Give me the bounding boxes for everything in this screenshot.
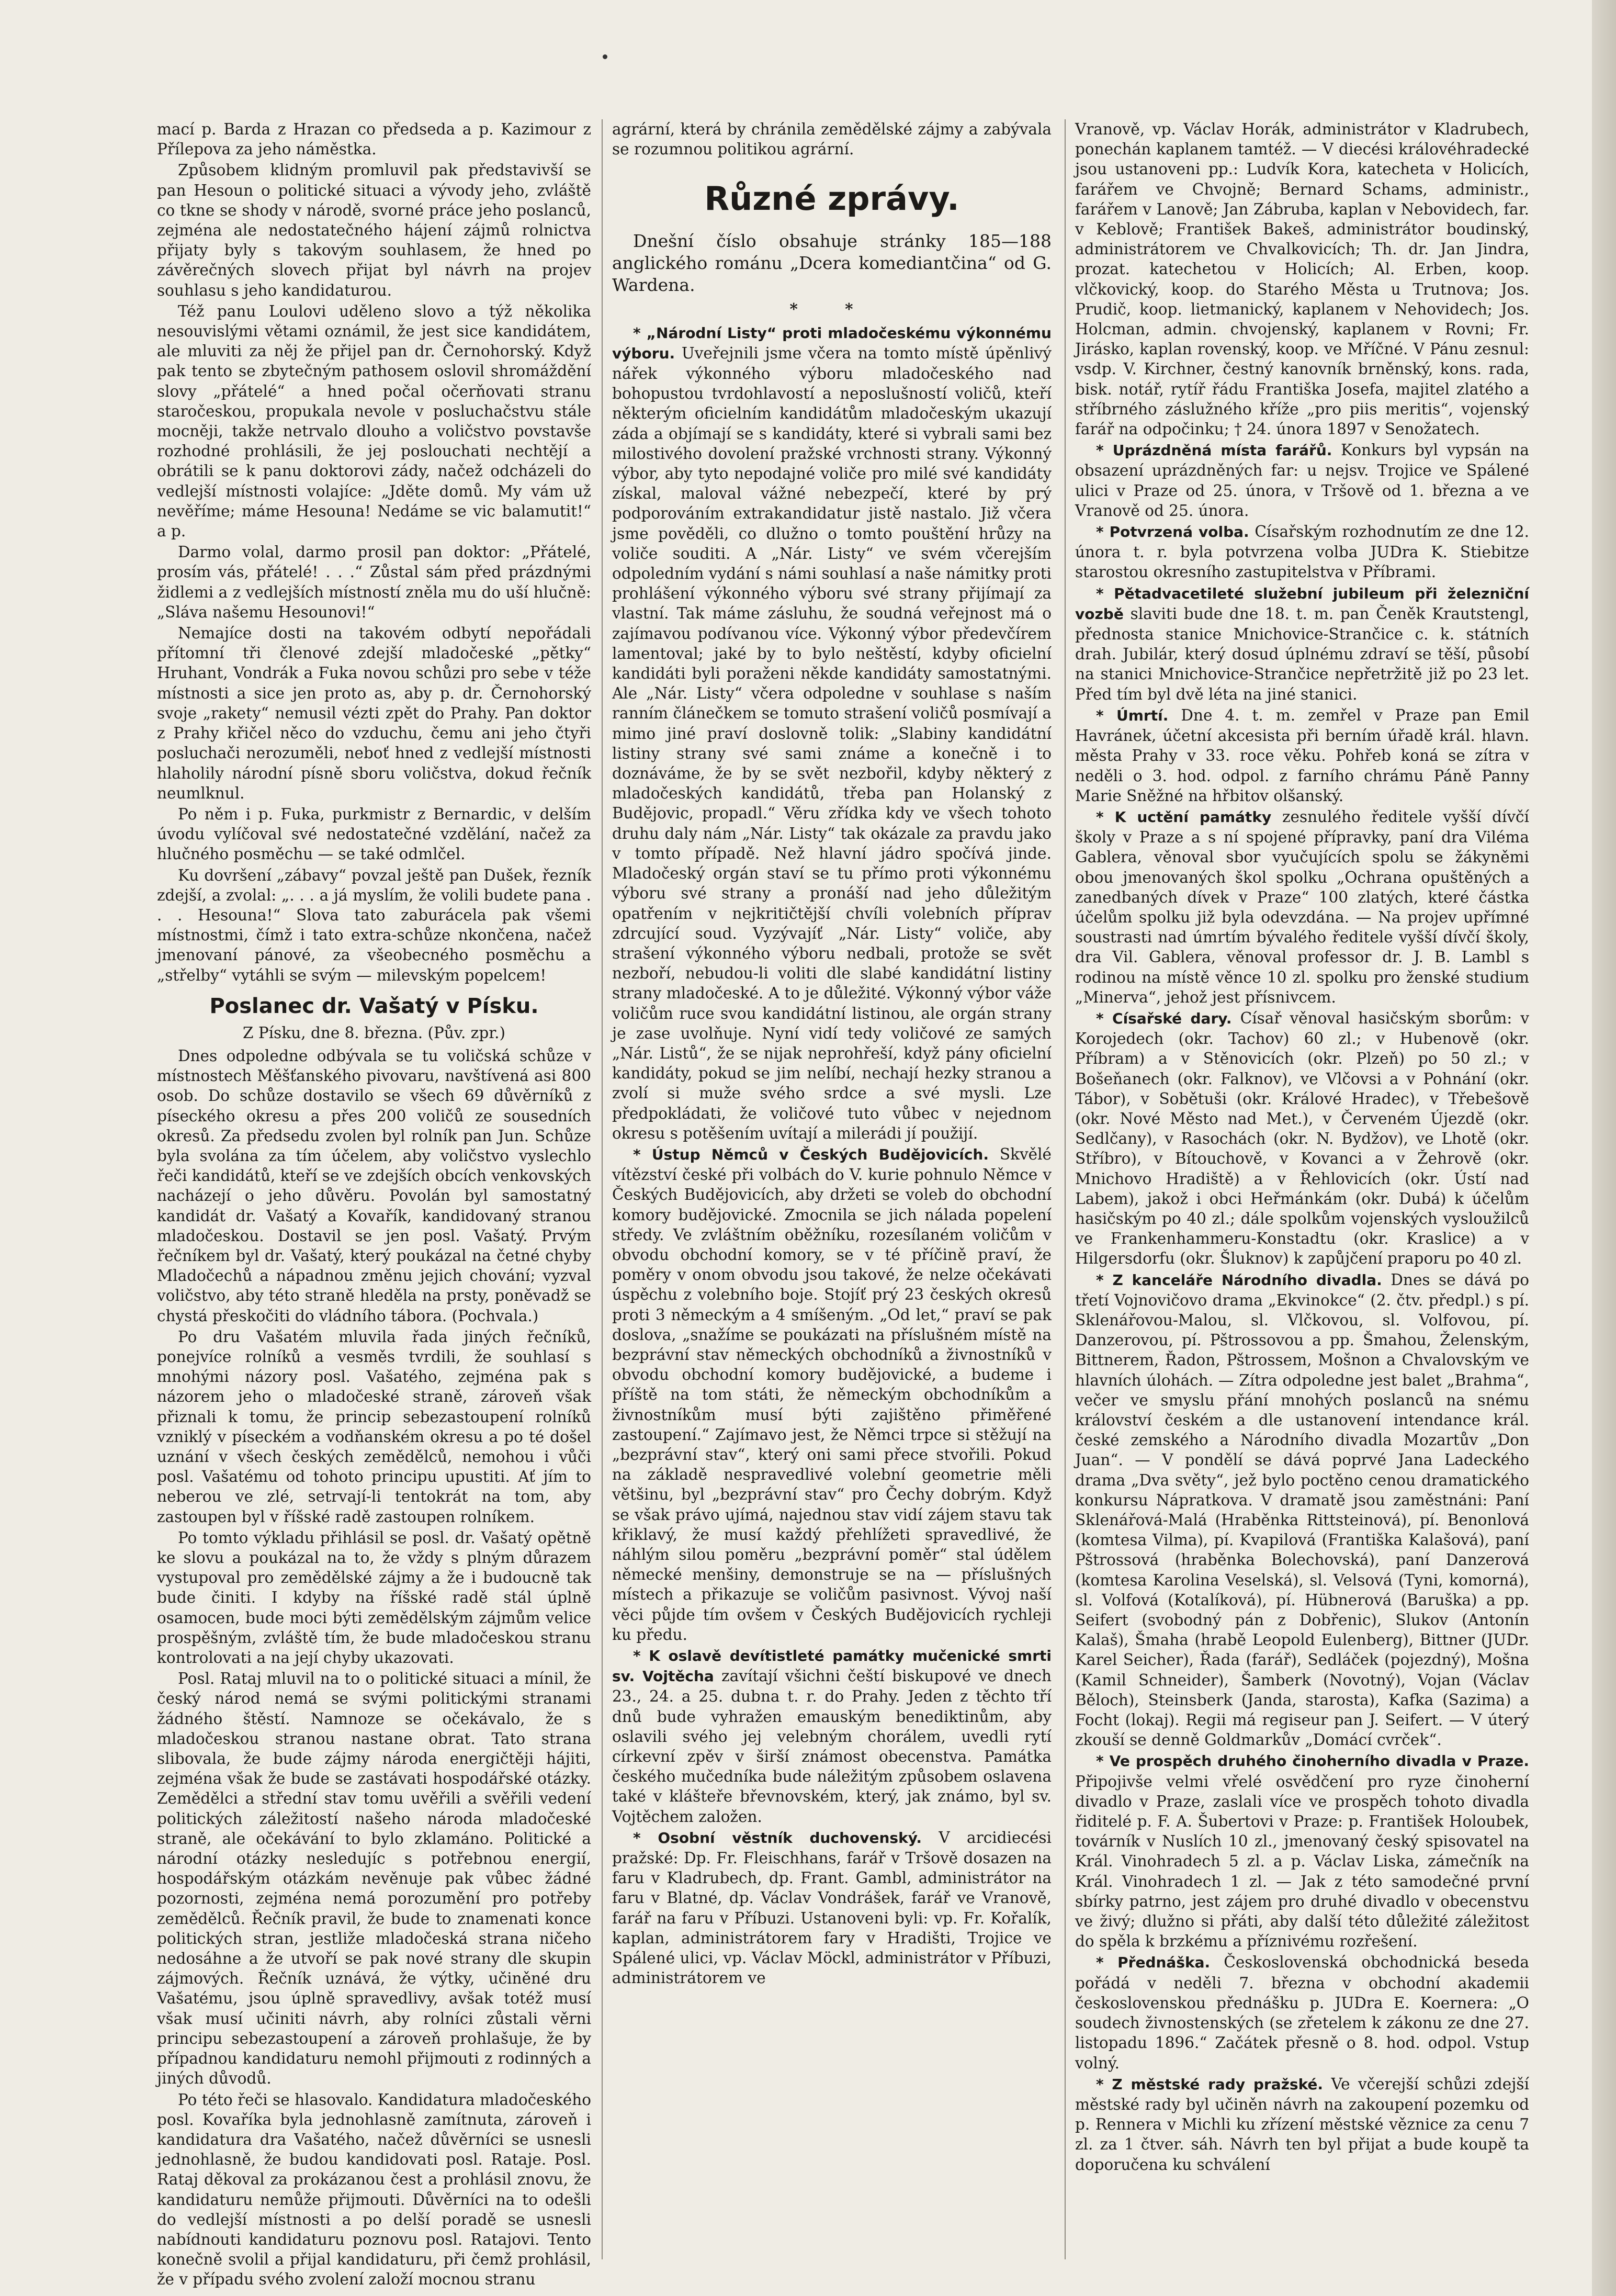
item-text: Skvělé vítězství české při volbách do V. kurie pohnulo Němce v Českých Budějovicích, aby držeti se voleb do obchodní komory budějovické. Zmocnila se jich nálada popelení středy. Ve zvláštním oběžníku, rozesílaném voličům v obvodu obchodní komory, se v té příčině praví, že poměry v onom obvodu jsou takové, že nelze očekávati úspěchu z volebního boje. Stojíť prý 23 českých okresů proti 3 německým a 4 smíšeným. „Od let,“ praví se pak doslova, „snažíme se poukázati na příslušném místě na bezprávní stav německých obchodníků a živnostníků v obvodu obchodní komory budějovické, a budeme i příště na tom státi, že německým obchodníkům a živnostníkům musí býti zajištěno přiměřené zastoupení.“ Zajímavo jest, že Němci trpce si stěžují na „bezprávní stav“, který oni sami přece stvořili. Pokud na základě nespravedlivé volební geometrie měli většinu, byl „bezprávní stav“ pro Čechy dobrým. Když se však právo ujímá, najednou stav vidí zájem stavu tak křiklavý, že musí každý přehlížeti spravedlivé, že náhlým silou poměru „bezprávní poměr“ stal údělem německé menšiny, demonstruje se na — příslušných místech a přikazuje se voličům pasivnost. Vývoj naší věci půjde tím ovšem v Českých Budějovicích rychleji ku předu. bbox=[612, 1145, 1052, 1644]
item-text: zesnulého ředitele vyšší dívčí školy v Praze a s ní spojené přípravky, paní dra Viléma Gablera, věnoval sbor vyučujících spolu se žákyněmi obou jmenovaných škol spolku „Ochrana opuštěných a zanedbaných dívek v Praze“ 100 zlatých, které částka účelům spolku již byla odevzdána. — Na projev upřímné soustrasti nad úmrtím bývalého ředitele vyšší dívčí školy, dra Vil. Gablera, věnoval professor dr. J. B. Lambl s rodinou na místě věnce 10 zl. spolku pro ženské studium „Minerva“, jehož jest přísnivcem. bbox=[1075, 807, 1529, 1006]
paragraph: Po dru Vašatém mluvila řada jiných řečníků, ponejvíce rolníků a vesměs tvrdili, že souhlasí s mnohými názory posl. Vašatého, zejména pak s názorem jeho o mladočeské straně, zároveň však přiznali k tomu, že princip sebezastoupení rolníků vzniklý v píseckém a vodňanském okresu a po té došel uznání v všech českých zemědělců, nemohou i vůči posl. Vašatému od tohoto principu upustiti. Ať jím to neberou ve zlé, setrvají-li tentokrát na tom, aby zastoupen byl v říšské radě zastoupen rolníkem. bbox=[157, 1327, 591, 1526]
item-rubric: * K uctění památky bbox=[1096, 808, 1272, 826]
column-rule bbox=[602, 119, 603, 2259]
news-item bbox=[1075, 1952, 1529, 2073]
news-item bbox=[1075, 2074, 1529, 2175]
paragraph: agrární, která by chránila zemědělské zájmy a zabývala se rozumnou politikou agrární. bbox=[612, 120, 1052, 159]
paragraph: Posl. Rataj mluvil na to o politické situaci a mínil, že český národ nemá se svými politickými stranami žádného štěstí. Namnoze se očekávalo, že s mladočeskou stranou nastane obrat. Tato strana slibovala, že bude zájmy národa energičtěji hájiti, zejména však že bude se zastávati hospodářské otázky. Zemědělci a střední stav tomu uvěřili a svěřili vedení politických záležitostí našeho národa mladočeské straně, ale očekávání to bylo zklamáno. Politické a národní otázky nesledujíc s potřebnou energií, hospodářským otázkám nevěnuje pak vůbec žádné pozornosti, zejména nemá porozumění pro potřeby zemědělců. Řečník pravil, že bude to znamenati konce politických stran, jestliže mladočeská strana ničeho nedosáhne a že utvoří se pak nové strany dle skupin zájmových. Řečník uznává, že výtky, učiněné dru Vašatému, jsou úplně spravedlivy, avšak totéž musí však musí učiniti návrh, aby rolníci zůstali věrni principu sebezastoupení a zároveň prohlašuje, že by případnou kandidaturu nemohl přijmouti z rodinných a jiných důvodů. bbox=[157, 1670, 591, 2088]
item-text: Ve včerejší schůzi zdejší městské rady byl učiněn návrh na zakoupení pozemku od p. Rennera v Michli ku zřízení městské věznice za cenu 7 zl. za 1 čtver. sáh. Návrh ten byl přijat a bude koupě ta doporučena ku schválení bbox=[1075, 2075, 1529, 2174]
item-text: V arcidiecési pražské: Dp. Fr. Fleischhans, farář v Tršově dosazen na faru v Kladrubech, dp. Frant. Gambl, administrátor na faru v Blatné, dp. Václav Vondrášek, farář ve Vranově, farář na faru v Příbuzi. Ustanoveni byli: vp. Fr. Kořalík, kaplan, administrátorem fary v Hradišti, Trojice ve Spálené ulici, vp. Václav Möckl, administrátor v Příbuzi, administrátorem ve bbox=[612, 1828, 1052, 1987]
column-3 bbox=[1075, 119, 1529, 2259]
section-headline: Různé zprávy. bbox=[704, 179, 959, 218]
item-text: Československá obchodnická beseda pořádá v neděli 7. března v obchodní akademii československou přednášku p. JUDra E. Koernera: „O soudech živnostenských (se zřetelem k zákonu ze dne 27. listopadu 1896.“ Začátek přesně o 8. hod. odpol. Vstup volný. bbox=[1075, 1953, 1529, 2072]
item-rubric: * „Národní Listy“ proti mladočeskému výkonnému výboru. bbox=[612, 324, 1052, 362]
item-text: Uveřejnili jsme včera na tomto místě úpěnlivý nářek výkonného výboru mladočeského nad bohopustou tvrdohlavostí a neposlušností voličů, kteří některým oficielním kandidátům mladočeským ukazují záda a objímají se s kandidáty, které si vybrali sami bez milostivého dovolení pražské vrchnosti strany. Výkonný výbor, aby tyto nepodajné voliče pro milé své kandidáty získal, maloval vážné nebezpečí, které by prý podporováním extrakandidatur jistě nastalo. Již včera jsme pověděli, co dlužno o tomto pouštění hrůzy na voliče souditi. A „Nár. Listy“ ve svém včerejším odpoledním vydání s námi souhlasí a naše námitky proti prohlášení výkonného výboru své strany přijímají za vlastní. Tak máme zásluhu, že soudná veřejnost má o zajímavou podívanou více. Výkonný výbor předevčírem lamentoval; jaké by to bylo neštěstí, kdyby oficielní kandidáti byli poraženi někde kandidáty samostatnými. Ale „Nár. Listy“ včera odpoledne v souhlase s naším ranním článečkem se tomuto strašení voličů posmívají a mimo jiné praví doslovně tolik: „Slabiny kandidátní listiny strany své sami známe a konečně i to doznáváme, že by se svět nezbořil, kdyby některý z mladočeských kandidátů, třeba pan Holanský z Budějovic, propadl.“ Věru zřídka kdy ve všech tohoto druhu daly nám „Nár. Listy“ tak okázale za pravdu jako v tomto případě. Než hlavní jádro spočívá jinde. Mladočeský orgán staví se tu přímo proti výkonnému výboru své strany a pronáší nad jeho důležitým opatřením v nejkritičtější chvíli volebních příprav zdrcující soud. Vyzývajíť „Nár. Listy“ voliče, aby strašení výkonného výboru nedbali, protože se svět nezboří, nebudou-li voliti dle slabé kandidátní listiny strany mladočeské. A to je důležité. Výkonný výbor váže voličům ruce svou kandidátní listinou, ale orgán strany je zase uvolňuje. Nyní vidí tedy voličové ze samých „Nár. Listů“, že se nijak neprohřeší, když pány oficielní kandidáty, pokud se jim nelíbí, nechají hezky stranou a zvolí si muže svého srdce a své mysli. Lze předpokládati, že voličové tuto vůbec v nejednom okresu s potěšením uvítají a milerádi jí použijí. bbox=[612, 344, 1052, 1142]
item-text: slaviti bude dne 18. t. m. pan Čeněk Krautstengl, přednosta stanice Mnichovice-Strančice c. k. státních drah. Jubilár, který dosud úplnému zdraví se těší, působí na stanici Mnichovice-Strančice nepřetržitě již po 23 let. Před tím byl dvě léta na jiné stanici. bbox=[1075, 604, 1529, 703]
paragraph: Dnešní číslo obsahuje stránky 185—188 anglického románu „Dcera komediantčina“ od G. Wardena. bbox=[612, 231, 1052, 296]
ornament-stars: * * bbox=[789, 300, 874, 319]
news-item bbox=[1075, 440, 1529, 521]
column-2 bbox=[612, 119, 1052, 2259]
item-rubric: * Úmrtí. bbox=[1096, 706, 1169, 724]
news-item bbox=[1075, 1008, 1529, 1269]
news-item bbox=[612, 1144, 1052, 1645]
item-text: Císařským rozhodnutím ze dne 12. února t. r. byla potvrzena volba JUDra K. Stiebitze starostou okresního zastupitelstva v Příbrami. bbox=[1075, 523, 1529, 581]
paragraph: Po této řeči se hlasovalo. Kandidatura mladočeského posl. Kovaříka byla jednohlasně zamítnuta, zároveň i kandidatura dra Vašatého, načež důvěrníci se usnesli jednohlasně, že budou kandidovati posl. Rataje. Posl. Rataj děkoval za prokázanou čest a prohlásil znovu, že kandidaturu nemůže přijmouti. Důvěrníci na to odešli do vedlejší místnosti a po delší poradě se usnesli nabídnouti kandidaturu poznovu posl. Ratajovi. Tento konečně svolil a přijal kandidaturu, při čemž prohlásil, že v případu svého zvolení založí mocnou stranu bbox=[157, 2090, 591, 2289]
item-text: Konkurs byl vypsán na obsazení uprázdněných far: u nejsv. Trojice ve Spálené ulici v Praze od 25. února, v Tršově od 1. března a ve Vranově od 25. února. bbox=[1075, 441, 1529, 520]
item-rubric: * Ve prospěch druhého činoherního divadla v Praze. bbox=[1096, 1752, 1529, 1770]
paragraph: Po tomto výkladu přihlásil se posl. dr. Vašatý opětně ke slovu a poukázal na to, že vždy s plným důrazem vystupoval pro zemědělské zájmy a že i budoucně tak bude činiti. I kdyby na říšské radě stál úplně osamocen, bude moci býti zemědělským zájmům velice prospěšným, zvláště tím, že bude mladočeskou stranu kontrolovati a na její chyby ukazovati. bbox=[157, 1528, 591, 1667]
page-mark bbox=[603, 54, 607, 59]
dateline: Z Písku, dne 8. března. (Pův. zpr.) bbox=[243, 1023, 505, 1042]
news-item bbox=[612, 323, 1052, 1143]
item-rubric: * Z kanceláře Národního divadla. bbox=[1096, 1271, 1382, 1289]
paragraph: Nemajíce dosti na takovém odbytí nepořádali přítomní tři členové zdejší mladočeské „pětky“ Hruhant, Vondrák a Fuka novou schůzi pro sebe v téže místnosti a sice jen proto as, aby p. dr. Černohorský svoje „rakety“ nemusil vézti zpět do Prahy. Pan doktor z Prahy křičel něco do vzduchu, čemu ani jeho čtyři posluchači nerozuměli, neboť hned z vedlejší místnosti hlaholily národní písně sboru voličstva, dokud řečník neumlknul. bbox=[157, 624, 591, 802]
news-item bbox=[612, 1828, 1052, 1988]
news-item bbox=[1075, 522, 1529, 582]
item-rubric: * Z městské rady pražské. bbox=[1096, 2075, 1324, 2093]
paragraph: mací p. Barda z Hrazan co předseda a p. Kazimour z Přílepova za jeho náměstka. bbox=[157, 120, 591, 159]
news-item bbox=[1075, 1751, 1529, 1951]
news-item bbox=[1075, 1270, 1529, 1750]
news-item bbox=[1075, 583, 1529, 704]
paragraph: Dnes odpoledne odbývala se tu voličská schůze v místnostech Měšťanského pivovaru, navštívená asi 800 osob. Do schůze dostavilo se všech 69 důvěrníků z píseckého okresu a přes 200 voličů ze sousedních okresů. Za předsedu zvolen byl rolník pan Jun. Schůze byla svolána za tím účelem, aby voličstvo vyslechlo řeči kandidátů, kteří se ve zdejších obcích venkovských nacházejí o jeho důvěru. Povolán byl samostatný kandidát dr. Vašatý a Kovařík, kandidovaný stranou mladočeskou. Dostavil se jen posl. Vašatý. Prvým řečníkem byl dr. Vašatý, který poukázal na četné chyby Mladočechů a nápadnou změnu jejich chování; vyzval voličstvo, aby této straně hleděla na prsty, poněvadž se chystá přeskočiti do vládního tábora. (Pochvala.) bbox=[157, 1046, 591, 1325]
item-rubric: * Osobní věstník duchovenský. bbox=[633, 1829, 922, 1847]
paragraph: Způsobem klidným promluvil pak představivší se pan Hesoun o politické situaci a vývody jeho, zvláště co tkne se shody v národě, svorné práce jeho poslanců, zejména ale nedostatečného hájení zájmů rolnictva přijaty byly s takovým souhlasem, že hned po závěrečných slovech přijat byl návrh na projev souhlasu s jeho kandidaturou. bbox=[157, 161, 591, 299]
news-item bbox=[612, 1646, 1052, 1827]
item-rubric: * K oslavě devítistleté památky mučenické smrti sv. Vojtěcha bbox=[612, 1647, 1052, 1685]
item-text: Císař věnoval hasičským sborům: v Korojedech (okr. Tachov) 60 zl.; v Hubenově (okr. Příbram) a v Stěnovicích (okr. Plzeň) po 50 zl.; v Bošeňanech (okr. Falknov), ve Vlčovsi a v Pohnání (okr. Tábor), v Sobětuši (okr. Králové Hradec), v Třebešově (okr. Nové Město nad Met.), v Červeném Újezdě (okr. Sedlčany), v Rasochách (okr. N. Bydžov), ve Lhotě (okr. Stříbro), v Bítouchově, v Kovanci a v Žehrově (okr. Mnichovo Hradiště) a v Řehlovicích (okr. Ústí nad Labem), jakož i obci Heřmánkám (okr. Dubá) k účelům hasičským po 40 zl.; dále spolkům vojenských vysloužilců ve Frankenhammeru-Konstadtu (okr. Kraslice) a v Hilgersdorfu (okr. Šluknov) k zapůjčení praporu po 40 zl. bbox=[1075, 1009, 1529, 1268]
item-rubric: * Ústup Němců v Českých Budějovicích. bbox=[633, 1145, 989, 1163]
article-headline: Poslanec dr. Vašatý v Písku. bbox=[209, 994, 539, 1018]
column-rule bbox=[1065, 119, 1066, 2259]
paragraph: Též panu Loulovi uděleno slovo a týž několika nesouvislými větami oznámil, že jest sice kandidátem, ale mluviti za něj že přijel pan dr. Černohorský. Když pak tento se zbytečným pathosem oslovil shromáždění slovy „přátelé“ a hned počal očerňovati stranu staročeskou, propukala nevole v posluchačstvu stále mocněji, takže netrvalo dlouho a voličstvo povstavše rozhodné prohlásili, že jej poslouchati nechtějí a obrátili se k panu doktorovi zády, načež odcházeli do vedlejší místnosti volajíce: „Jděte domů. My vám už nevěříme; máme Hesouna! Nedáme se vic balamutit!“ a p. bbox=[157, 302, 591, 541]
paragraph: Po něm i p. Fuka, purkmistr z Bernardic, v delším úvodu vylíčoval své nedostatečné vzdělání, načež za hlučného posměchu — se také odmlčel. bbox=[157, 805, 591, 863]
paragraph: Vranově, vp. Václav Horák, administrátor v Kladrubech, ponechán kaplanem tamtéž. — V diecési královéhradecké jsou ustanoveni pp.: Ludvík Kora, katecheta v Holicích, farářem ve Chvojně; Bernard Schams, administr., farářem v Lanově; Jan Zábruba, kaplan v Nebovidech, far. v Keblově; František Bakeš, administrátor boudinský, administrátorem ve Chvalkovicích; Th. dr. Jan Jindra, prozat. katechetou v Holicích; Al. Erben, koop. vlčkovický, koop. do Starého Města u Trutnova; Jos. Prudič, koop. lietmanický, kaplanem v Nehovidech; Jos. Holcman, admin. chvojenský, kaplanem v Rovni; Fr. Jirásko, kaplan rovenský, koop. ve Mříčné. V Pánu zesnul: vsdp. V. Kirchner, čestný kanovník brněnský, kons. rada, bisk. notář, rytíř řádu Františka Josefa, majitel zlatého a stříbrného záslužného kříže „pro piis meritis“, vojenský farář na odpočinku; † 24. února 1897 v Senožatech. bbox=[1075, 120, 1529, 438]
item-rubric: * Potvrzená volba. bbox=[1096, 523, 1249, 541]
news-item bbox=[1075, 705, 1529, 806]
item-rubric: * Pětadvacetileté služební jubileum při železniční vozbě bbox=[1075, 584, 1529, 623]
item-text: zavítají všichni čeští biskupové ve dnech 23., 24. a 25. dubna t. r. do Prahy. Jeden z těchto tří dnů bude vyhražen emauským benediktinům, aby oslavili svého jej velebným chorálem, uvedli rytí církevní zpěv v širší známost obecenstva. Památka českého mučedníka bude náležitým způsobem oslavena také v klášteře břevnovském, který, jak známo, byl sv. Vojtěchem založen. bbox=[612, 1667, 1052, 1826]
item-rubric: * Uprázdněná místa farářů. bbox=[1096, 442, 1332, 459]
paragraph: Darmo volal, darmo prosil pan doktor: „Přátelé, prosím vás, přátelé! . . .“ Zůstal sám před prázdnými židlemi a z vedlejších místností zněla mu do uší hlučně: „Sláva našemu Hesounovi!“ bbox=[157, 543, 591, 621]
paragraph: Ku dovršení „zábavy“ povzal ještě pan Dušek, řezník zdejší, a zvolal: „. . . a já myslím, že volili budete pana . . . Hesouna!“ Slova tato zaburácela pak všemi místnostmi, čímž i tato extra-schůze nkončena, načež jmenovaní pánové, za všeobecného posměchu a „střelby“ vytáhli se svým — milevským popelcem! bbox=[157, 866, 591, 984]
item-text: Dnes se dává po třetí Vojnovičovo drama „Ekvinokce“ (2. čtv. předpl.) s pí. Sklenářovou-Malou, sl. Vlčkovou, sl. Volfovou, pí. Danzerovou, pí. Pštrossovou a pp. Šmahou, Želenským, Bittnerem, Řadon, Pštrossem, Mošnon a Chvalovským ve hlavních úlohách. — Zítra odpoledne jest balet „Brahma“, večer ve smyslu přání mnohých poslanců na snému království českém a dle ustanovení intendance král. české zemského a Národního divadla Mozartův „Don Juan“. — V pondělí se dává poprvé Jana Ladeckého drama „Dva světy“, jež bylo poctěno cenou dramatického konkursu Nápratkova. V dramatě jsou zaměstnáni: Paní Sklenářová-Malá (Hraběnka Rittsteinová), pí. Benonlová (komtesa Vilma), pí. Kvapilová (Františka Kalašová), paní Pštrossová (hraběnka Bolechovská), paní Danzerová (komtesa Karolina Veselská), sl. Velsová (Tyni, komorná), sl. Volfová (Kotalíková), pí. Hübnerová (Baruška) a pp. Seifert (svobodný pán z Dobřenic), Slukov (Antonín Kalaš), Šmaha (hrabě Leopold Eulenberg), Bittner (JUDr. Karel Seicher), Řada (farář), Sedláček (pojezdný), Mošna (Kamil Schneider), Šamberk (Novotný), Vojan (Václav Běloch), Steinsberk (Janda, starosta), Kafka (Sazima) a Focht (lokaj). Regii má regiseur pan J. Seifert. — V úterý zkouší se denně Goldmarkův „Domácí cvrček“. bbox=[1075, 1270, 1529, 1749]
item-text: Dne 4. t. m. zemřel v Praze pan Emil Havránek, účetní akcesista při berním úřadě král. hlavn. města Prahy v 33. roce věku. Pohřeb koná se zítra v neděli o 3. hod. odpol. z farního chrámu Páně Panny Marie Sněžné na hřbitov olšanský. bbox=[1075, 706, 1529, 805]
news-item bbox=[1075, 807, 1529, 1007]
item-rubric: * Přednáška. bbox=[1096, 1954, 1211, 1972]
column-1 bbox=[157, 119, 591, 2289]
item-text: Připojivše velmi vřelé osvědčení pro ryze činoherní divadlo v Praze, zaslali více ve prospěch tohoto divadla řiditelé p. F. A. Šubertovi v Praze: p. František Holoubek, továrník v Nuslích 10 zl., jmenovaný český spisovatel na Král. Vinohradech 5 zl. a p. Václav Liska, zámečník na Král. Vinohradech 1 zl. — Jak z této samodečné první sbírky patrno, jest zájem pro druhé divadlo v obecenstvu ve živý; dlužno si přáti, aby další této důležité záležitost do spěla k brzkému a příznivému rozřešení. bbox=[1075, 1772, 1529, 1951]
item-rubric: * Císařské dary. bbox=[1096, 1009, 1232, 1027]
